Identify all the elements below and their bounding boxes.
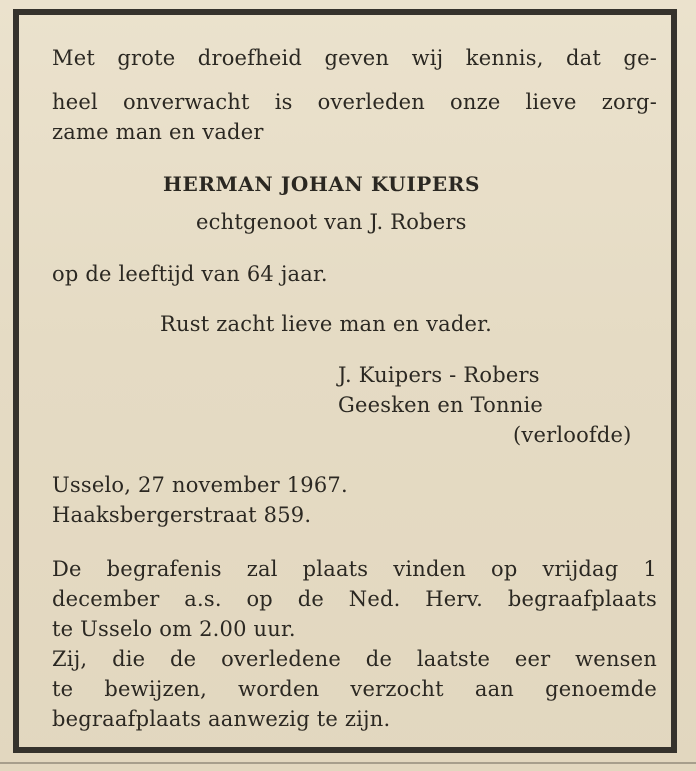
funeral-line-5: te bewijzen, worden verzocht aan genoemde <box>52 677 657 701</box>
farewell-line: Rust zacht lieve man en vader. <box>160 312 492 336</box>
age-line: op de leeftijd van 64 jaar. <box>52 262 328 286</box>
spouse-line: echtgenoot van J. Robers <box>196 210 467 234</box>
funeral-line-2: december a.s. op de Ned. Herv. begraafplaats <box>52 587 657 611</box>
signatory-3: (verloofde) <box>513 423 632 447</box>
funeral-line-3: te Usselo om 2.00 uur. <box>52 617 296 641</box>
intro-line-2: heel onverwacht is overleden onze lieve zorg- <box>52 90 657 114</box>
bottom-rule <box>0 762 696 764</box>
funeral-line-4: Zij, die de overledene de laatste eer wensen <box>52 647 657 671</box>
deceased-name: HERMAN JOHAN KUIPERS <box>163 172 481 196</box>
address: Haaksbergerstraat 859. <box>52 503 312 527</box>
signatory-2: Geesken en Tonnie <box>338 393 544 417</box>
intro-line-1: Met grote droefheid geven wij kennis, dat ge- <box>52 46 657 70</box>
intro-line-3: zame man en vader <box>52 120 264 144</box>
funeral-line-6: begraafplaats aanwezig te zijn. <box>52 707 391 731</box>
funeral-line-1: De begrafenis zal plaats vinden op vrijdag 1 <box>52 557 657 581</box>
signatory-1: J. Kuipers - Robers <box>338 363 540 387</box>
place-date: Usselo, 27 november 1967. <box>52 473 348 497</box>
